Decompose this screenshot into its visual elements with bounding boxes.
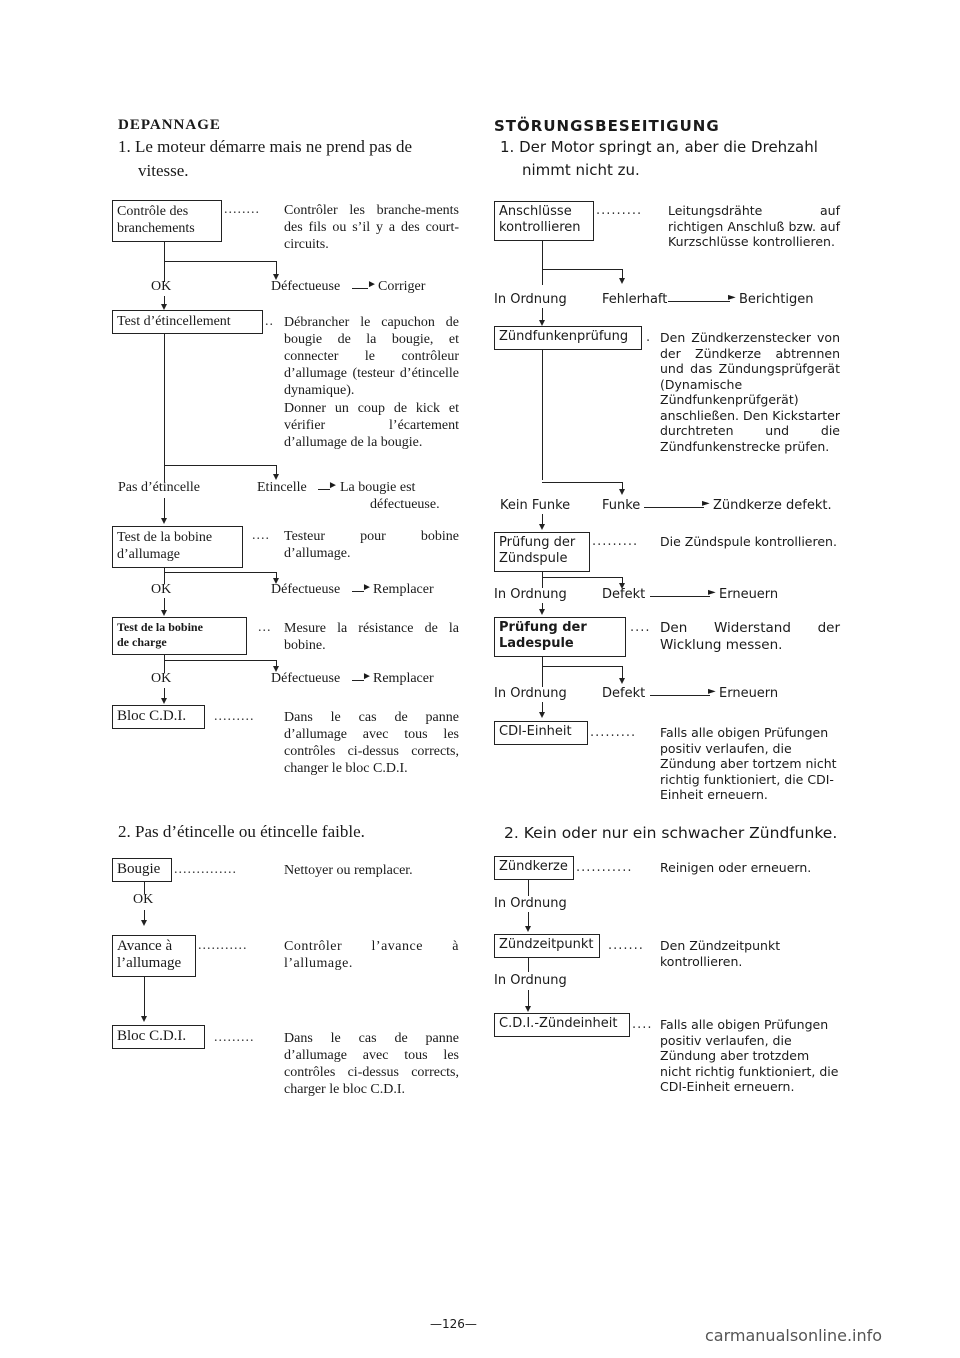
fr-plug-defect-2: défectueuse. xyxy=(370,497,440,512)
de-action-label: Erneuern xyxy=(719,587,779,602)
fr-text-etincellement-2: Donner un coup de kick et vérifier l’écartement d’allumage de la bougie. xyxy=(284,401,459,450)
fr-action-label: Corriger xyxy=(378,279,426,294)
fr-no-spark-label: Pas d’étincelle xyxy=(118,480,201,495)
fr-plug-defect-1: La bougie est xyxy=(340,480,416,495)
de-connector xyxy=(528,958,529,972)
fr-spark-label: Etincelle xyxy=(257,480,307,495)
de-arrow-right-icon: ► xyxy=(728,292,736,303)
fr-box-avance xyxy=(112,935,196,977)
de-arrow-right-icon: ► xyxy=(702,498,710,509)
de-connector xyxy=(542,350,543,480)
fr-leader-dots-1: ........ xyxy=(224,202,260,217)
fr-defect-label: Défectueuse xyxy=(271,279,341,294)
fr-text-bobine-allumage: Testeur pour bobine d’allumage. xyxy=(284,529,459,561)
de-box-cdi: CDI-Einheit xyxy=(494,721,588,745)
de-text-ladespule: Den Widerstand der Wicklung messen. xyxy=(660,620,840,653)
fr-connector xyxy=(164,572,276,573)
de-ok-label: In Ordnung xyxy=(494,896,567,911)
fr-box-branchements-line2: branchements xyxy=(117,221,195,236)
de-box-zuendfunkenpruefung: Zündfunkenprüfung xyxy=(494,326,642,350)
de-arrow-line xyxy=(650,695,710,696)
fr-ok-label: OK xyxy=(151,671,172,686)
de-box-zuendspule-line2: Zündspule xyxy=(499,551,568,566)
german-column xyxy=(480,0,960,1358)
de-text-zuendzeitpunkt: Den Zündzeitpunkt kontrollieren. xyxy=(660,938,781,969)
de-box-zuendzeitpunkt: Zündzeitpunkt xyxy=(494,934,600,958)
fr-action-label: Remplacer xyxy=(373,582,434,597)
de-connector xyxy=(542,269,622,270)
fr-box-cdi: Bloc C.D.I. xyxy=(112,705,205,729)
de-action-label: Erneuern xyxy=(719,686,779,701)
de-arrow-line xyxy=(668,301,730,302)
fr-title: DEPANNAGE xyxy=(118,117,221,133)
fr-box-branchements-line1: Contrôle des xyxy=(117,204,189,219)
fr-arrow-icon xyxy=(141,920,147,926)
fr-arrow-right-icon: ► xyxy=(328,480,338,491)
de-leader-dots-7: ....... xyxy=(608,938,644,953)
de-text-zuendspule: Die Zündspule kontrollieren. xyxy=(660,534,837,549)
de-box-zuendspule-line1: Prüfung der xyxy=(499,535,576,550)
page-number: —126— xyxy=(430,1317,477,1331)
de-action-label: Berichtigen xyxy=(739,292,814,307)
de-leader-dots-1: ......... xyxy=(596,203,643,218)
de-spark-label: Funke xyxy=(602,498,641,513)
de-arrow-icon xyxy=(619,678,625,684)
fr-leader-dots-3: .... xyxy=(252,528,270,543)
fr-arrow-icon xyxy=(161,518,167,524)
de-plug-defect: Zündkerze defekt. xyxy=(713,498,832,513)
de-section1-heading: 1. Der Motor springt an, aber die Drehzahl xyxy=(500,138,818,156)
de-leader-dots-3: ......... xyxy=(592,534,639,549)
de-arrow-icon xyxy=(619,278,625,284)
de-defect-label: Fehlerhaft xyxy=(602,292,668,307)
de-box-ladespule-line2: Ladespule xyxy=(499,636,574,651)
de-leader-dots-4: .... xyxy=(630,620,651,635)
de-box-anschluesse xyxy=(494,201,594,241)
de-connector xyxy=(542,666,622,667)
fr-leader-dots-8: ......... xyxy=(214,1030,255,1045)
fr-box-branchements xyxy=(112,200,222,242)
fr-connector xyxy=(164,334,165,482)
de-leader-dots-2: . xyxy=(646,330,652,345)
de-box-cdi-zuendeinheit: C.D.I.-Zündeinheit xyxy=(494,1013,630,1037)
de-leader-dots-5: ......... xyxy=(590,725,637,740)
fr-box-bobine-charge-line1: Test de la bobine xyxy=(117,620,203,634)
fr-connector xyxy=(164,465,276,466)
de-box-zuendkerze: Zündkerze xyxy=(494,856,574,880)
fr-arrow-right-icon: ► xyxy=(362,671,372,682)
watermark: carmanualsonline.info xyxy=(705,1326,883,1345)
fr-arrow-right-icon: ► xyxy=(367,279,377,290)
fr-ok-label: OK xyxy=(133,892,154,907)
fr-ok-label: OK xyxy=(151,279,172,294)
de-arrow-icon xyxy=(539,712,545,718)
fr-leader-dots-4: ... xyxy=(258,620,272,635)
de-box-ladespule-line1: Prüfung der xyxy=(499,620,587,635)
de-ok-label: In Ordnung xyxy=(494,973,567,988)
de-ok-label: In Ordnung xyxy=(494,587,567,602)
de-leader-dots-8: .... xyxy=(632,1017,653,1032)
de-arrow-right-icon: ► xyxy=(708,686,716,697)
de-no-spark-label: Kein Funke xyxy=(500,498,571,513)
de-connector xyxy=(542,577,622,578)
fr-box-bobine-charge xyxy=(112,617,247,655)
fr-box-bobine-allumage-line2: d’allumage xyxy=(117,547,180,562)
fr-text-cdi-2: Dans le cas de panne d’allumage avec tous les contrôles ci-dessus corrects, charger le bloc C.D.I. xyxy=(284,1031,459,1097)
fr-connector xyxy=(276,261,277,275)
fr-text-bougie: Nettoyer ou remplacer. xyxy=(284,863,413,878)
de-box-ladespule xyxy=(494,617,626,657)
fr-box-avance-line1: Avance à xyxy=(117,938,173,954)
fr-section1-heading: 1. Le moteur démarre mais ne prend pas de xyxy=(118,137,413,156)
fr-arrow-icon xyxy=(161,698,167,704)
fr-box-bobine-charge-line2: de charge xyxy=(117,635,167,649)
fr-arrow-right-icon: ► xyxy=(362,582,372,593)
de-connector xyxy=(542,482,622,483)
fr-ok-label: OK xyxy=(151,582,172,597)
de-text-zuendkerze: Reinigen oder erneuern. xyxy=(660,860,812,875)
de-connector xyxy=(542,241,543,285)
de-ok-label: In Ordnung xyxy=(494,686,567,701)
de-box-zuendspule xyxy=(494,532,590,572)
de-arrow-icon xyxy=(525,926,531,932)
fr-box-cdi-2: Bloc C.D.I. xyxy=(112,1025,205,1049)
de-connector xyxy=(528,880,529,896)
fr-connector xyxy=(164,261,276,262)
fr-action-label: Remplacer xyxy=(373,671,434,686)
fr-box-bobine-allumage xyxy=(112,526,243,568)
de-text-cdi-zuendeinheit: Falls alle obigen Prüfungen positiv verlaufen, die Zündung aber trotzdem nicht richtig funktioniert, die CDI-Einheit erneuern. xyxy=(660,1017,839,1094)
fr-arrow-line xyxy=(352,288,368,289)
fr-text-cdi: Dans le cas de panne d’allumage avec tous les contrôles ci-dessus corrects, changer le bloc C.D.I. xyxy=(284,710,459,776)
fr-arrow-icon xyxy=(141,1016,147,1022)
fr-connector xyxy=(164,242,165,282)
fr-box-avance-line2: l’allumage xyxy=(117,955,182,971)
de-box-anschluesse-line1: Anschlüsse xyxy=(499,204,572,219)
fr-leader-dots-6: .............. xyxy=(174,862,237,877)
fr-arrow-icon xyxy=(161,610,167,616)
fr-box-bougie: Bougie xyxy=(112,858,172,882)
fr-section1-heading-cont: vitesse. xyxy=(138,161,189,180)
de-arrow-icon xyxy=(619,489,625,495)
fr-connector xyxy=(164,660,276,661)
fr-box-etincellement: Test d’étincellement xyxy=(112,310,263,334)
fr-section2-heading: 2. Pas d’étincelle ou étincelle faible. xyxy=(118,822,365,841)
de-text-anschluesse: Leitungsdrähte auf richtigen Anschluß bzw. auf Kurzschlüsse kontrollieren. xyxy=(668,203,840,249)
de-text-cdi: Falls alle obigen Prüfungen positiv verlaufen, die Zündung aber tortzem nicht richtig funktioniert, die CDI-Einheit erneuern. xyxy=(660,725,837,802)
de-leader-dots-6: ........... xyxy=(576,860,633,875)
fr-leader-dots-7: ........... xyxy=(198,938,248,953)
fr-text-etincellement-1: Débrancher le capuchon de bougie de la bougie, et connecter le contrôleur d’allumage (testeur d’étincelle dynamique). xyxy=(284,315,459,398)
de-arrow-icon xyxy=(539,524,545,530)
fr-defect-label: Défectueuse xyxy=(271,582,341,597)
de-box-anschluesse-line2: kontrollieren xyxy=(499,220,581,235)
fr-text-bobine-charge: Mesure la résistance de la bobine. xyxy=(284,621,459,653)
de-connector xyxy=(542,572,543,588)
fr-defect-label: Défectueuse xyxy=(271,671,341,686)
fr-connector xyxy=(144,977,145,1017)
de-text-zuendfunkenpruefung: Den Zündkerzenstecker von der Zündkerze abtrennen und das Zündungsprüfgerät (Dynamische Zündfunkenprüfgerät) anschließen. Den Kickstarter durchtreten und die Zündfunkenstrecke prüfen. xyxy=(660,330,840,454)
de-arrow-right-icon: ► xyxy=(708,587,716,598)
fr-text-branchements: Contrôler les branche-ments des fils ou s’il y a des court-circuits. xyxy=(284,203,459,252)
fr-connector xyxy=(164,498,165,520)
de-arrow-icon xyxy=(539,609,545,615)
de-defect-label: Defekt xyxy=(602,686,646,701)
de-section1-heading-cont: nimmt nicht zu. xyxy=(522,161,640,179)
de-arrow-line xyxy=(650,596,710,597)
fr-leader-dots-5: ......... xyxy=(214,709,255,724)
fr-text-avance: Contrôler l’avance à l’allumage. xyxy=(284,939,459,971)
fr-leader-dots-2: .. xyxy=(265,314,274,329)
de-arrow-line xyxy=(644,507,704,508)
de-arrow-icon xyxy=(525,1006,531,1012)
de-title: STÖRUNGSBESEITIGUNG xyxy=(494,117,720,135)
de-ok-label: In Ordnung xyxy=(494,292,567,307)
de-connector xyxy=(542,657,543,687)
fr-box-bobine-allumage-line1: Test de la bobine xyxy=(117,530,213,545)
de-section2-heading: 2. Kein oder nur ein schwacher Zündfunke. xyxy=(504,824,838,842)
de-defect-label: Defekt xyxy=(602,587,646,602)
